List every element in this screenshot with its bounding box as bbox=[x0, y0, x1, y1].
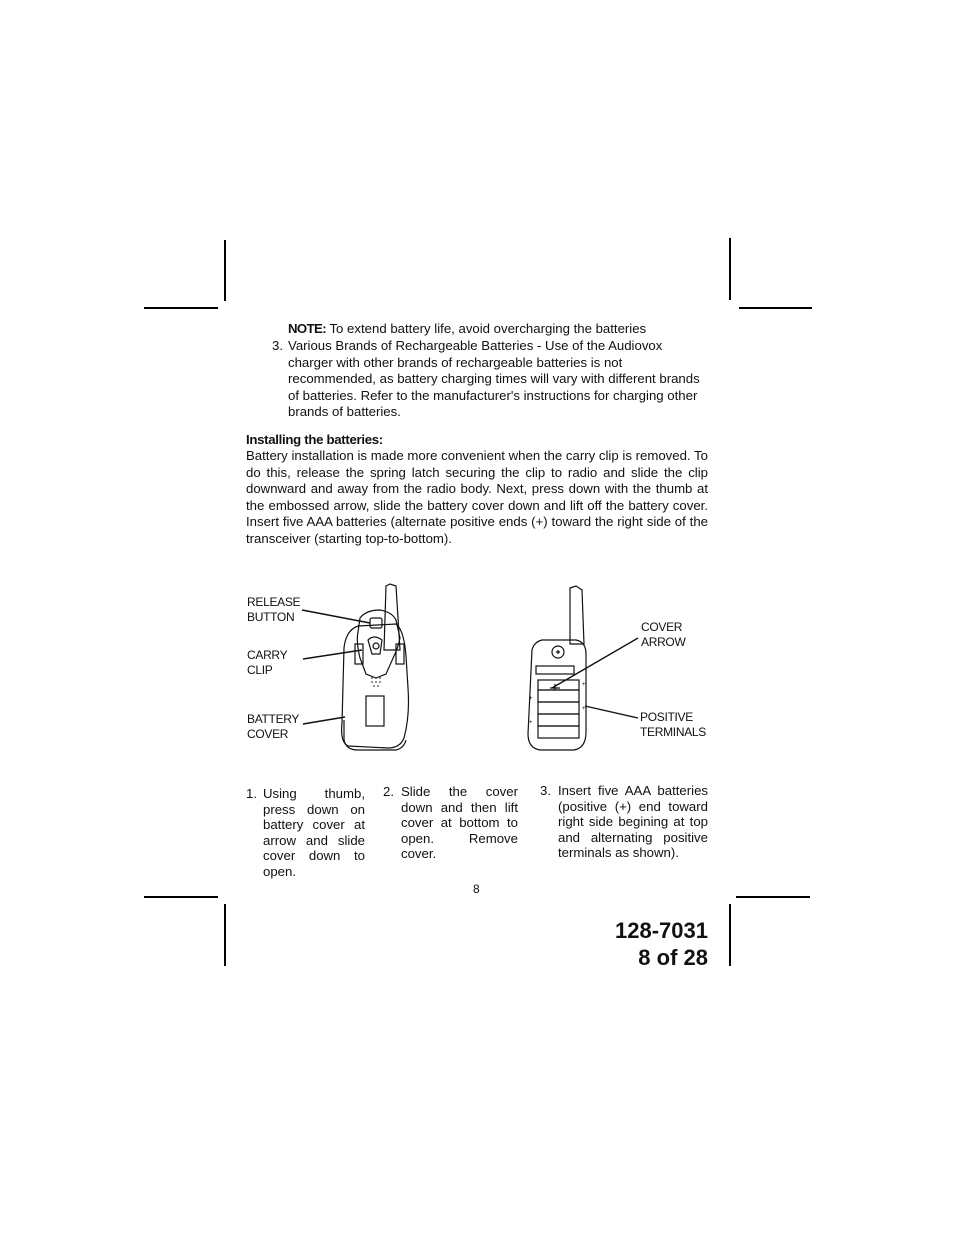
step-number: 3. bbox=[540, 783, 551, 798]
note-text: To extend battery life, avoid overcharging the batteries bbox=[329, 321, 647, 336]
step-number: 2. bbox=[383, 784, 394, 799]
list-item-number: 3. bbox=[272, 338, 283, 353]
label-positive-terminals: POSITIVE TERMINALS bbox=[640, 710, 706, 739]
label-release-button: RELEASE BUTTON bbox=[247, 595, 301, 624]
note-label: NOTE: bbox=[288, 321, 327, 336]
installing-body: Battery installation is made more convenient when the carry clip is removed. To do this, release the spring latch securing the clip to radio and slide the clip downward and away from the radio body. Next, press down with the thumb at the embossed arrow, slide the battery cover down and lift off the battery cover. Insert five AAA batteries (alternate positive ends (+) toward the right side of the transceiver (starting top-to-bottom). bbox=[246, 448, 708, 546]
label-cover-arrow: COVER ARROW bbox=[641, 620, 686, 649]
label-carry-clip: CARRY CLIP bbox=[247, 648, 288, 677]
step-2 bbox=[383, 784, 518, 862]
page-of: 8 of 28 bbox=[638, 945, 708, 970]
list-item-text: Various Brands of Rechargeable Batteries - Use of the Audiovox charger with other brands of rechargeable batteries is not recommended, as battery charging times will vary with different brands of batteries. Refer to the manufacturer's instructions for charging other brands of batteries. bbox=[288, 338, 700, 419]
label-battery-cover: BATTERY COVER bbox=[247, 712, 300, 741]
step-text: Using thumb, press down on battery cover at arrow and slide cover down to open. bbox=[263, 786, 365, 879]
svg-text:+: + bbox=[582, 706, 586, 712]
step-number: 1. bbox=[246, 786, 257, 801]
step-3 bbox=[540, 783, 708, 861]
step-1 bbox=[246, 786, 365, 880]
svg-text:+: + bbox=[529, 696, 533, 702]
svg-text:+: + bbox=[529, 720, 533, 726]
doc-code: 128-7031 bbox=[615, 918, 708, 943]
step-text: Insert five AAA batteries (positive (+) end toward right side begining at top and alternating positive terminals as shown). bbox=[558, 783, 708, 861]
section-heading: Installing the batteries: bbox=[246, 432, 383, 447]
step-text: Slide the cover down and then lift cover at bottom to open. Remove cover. bbox=[401, 784, 518, 862]
page-number: 8 bbox=[473, 882, 480, 896]
svg-text:+: + bbox=[582, 682, 586, 688]
